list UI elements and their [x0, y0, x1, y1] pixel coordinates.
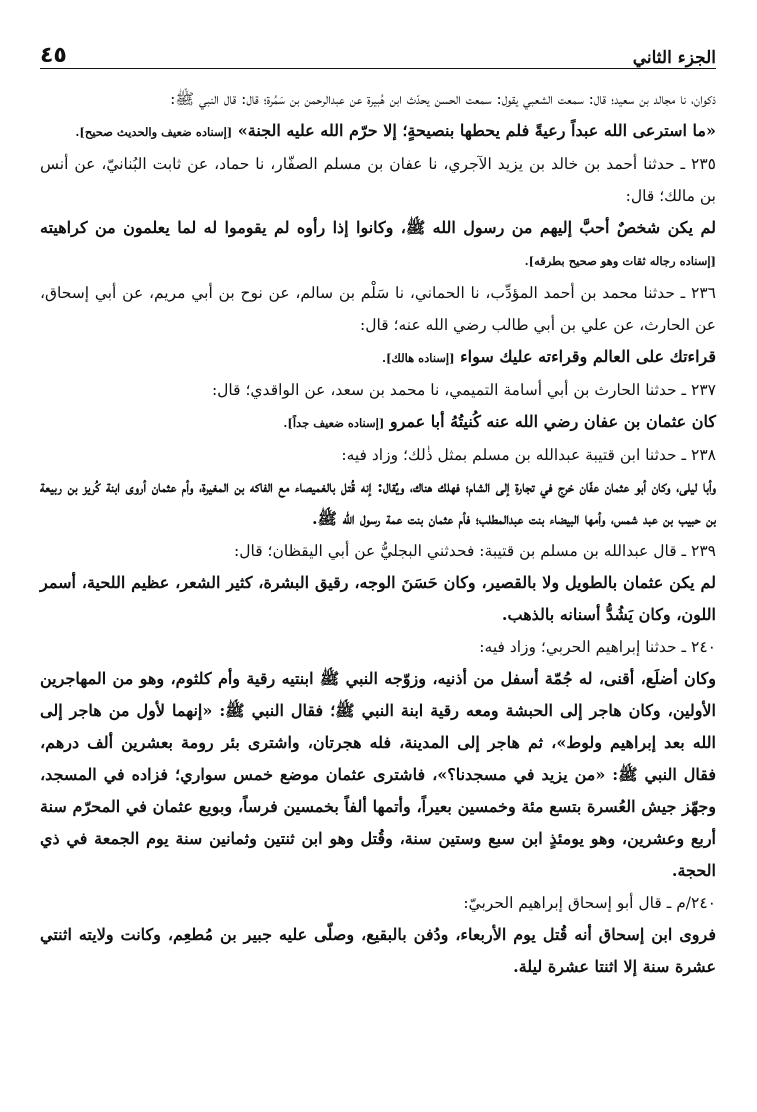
paragraph-text: ٢٤٠ ـ حدثنا إبراهيم الحربي؛ وزاد فيه: — [479, 638, 716, 656]
grading-note: [إسناده ضعيف والحديث صحيح]. — [75, 125, 233, 139]
paragraph-text: ذكوان، نا مجالد بن سعيد؛ قال: سمعت الشعبي يقول: سمعت الحسن يحدّث ابن هُبيرة عن عبدالرحمن بن سَمُرة؛ قال: قال النبي ﷺ: — [170, 90, 716, 108]
hadith-text: لم يكن عثمان بالطويل ولا بالقصير، وكان حَسَنَ الوجه، رقيق البشرة، كثير الشعر، عظيم اللحية، أسمر اللون، وكان يَشُدُّ أسنانه بالذهب. — [40, 573, 716, 624]
paragraph-text: ٢٣٩ ـ قال عبدالله بن مسلم بن قتيبة: فحدثني البجليُّ عن أبي اليقظان؛ قال: — [234, 542, 716, 560]
hadith-text: لم يكن شخصٌ أحبَّ إليهم من رسول الله ﷺ، وكانوا إذا رأوه لم يقوموا له لما يعلمون من كراهيته — [40, 218, 716, 237]
paragraph-9 — [40, 471, 716, 535]
book-page — [40, 28, 716, 983]
paragraph-text: ٢٣٦ ـ حدثنا محمد بن أحمد المؤدِّب، نا الحماني، نا سَلْم بن سالم، عن نوح بن أبي مريم، عن أبي إسحاق، عن الحارث، عن علي بن أبي طالب رضي الله عنه؛ قال: — [40, 284, 716, 334]
hadith-text: وأبا ليلى، وكان أبو عثمان عفّان خرج في تجارة إلى الشام؛ فهلك هناك، ويُقال: إنه قُتل بالغميصاء مع الفاكه بن المغيرة، وأم عثمان أروى ابنة كُريز بن ربيعة بن حبيب بن عبد شمس، وأمها البيضاء بنت عبدالمطلب؛ فأم عثمان بنت عمة رسول الله ﷺ. — [40, 477, 716, 528]
paragraph-14 — [40, 887, 716, 919]
paragraph-7 — [40, 406, 716, 439]
paragraph-0 — [40, 83, 716, 115]
hadith-text: «ما استرعى الله عبداً رعيةً فلم يحطها بنصيحةٍ؛ إلا حرّم الله عليه الجنة» — [237, 121, 716, 140]
paragraph-13 — [40, 663, 716, 887]
hadith-text: فروى ابن إسحاق أنه قُتل يوم الأربعاء، ودُفن بالبقيع، وصلّى عليه جبير بن مُطعِم، وكانت ولايته اثنتي عشرة سنة إلا اثنتا عشرة ليلة. — [40, 925, 716, 976]
paragraph-12 — [40, 631, 716, 663]
page-number: ٤٥ — [40, 43, 67, 68]
paragraph-11 — [40, 567, 716, 631]
grading-note: [إسناده رجاله ثقات وهو صحيح بطرقه]. — [524, 254, 716, 268]
paragraph-2 — [40, 148, 716, 212]
paragraph-8 — [40, 439, 716, 471]
paragraph-3 — [40, 212, 716, 277]
paragraph-10 — [40, 535, 716, 567]
paragraph-1 — [40, 115, 716, 148]
hadith-text: قراءتك على العالم وقراءته عليك سواء — [460, 347, 716, 366]
paragraph-4 — [40, 277, 716, 341]
hadith-text: وكان أضلَع، أقنى، له جُمّة أسفل من أذنيه، وزوّجه النبي ﷺ ابنتيه رقية وأم كلثوم، وهو من المهاجرين الأولين، وكان هاجر إلى الحبشة ومعه رقية ابنة النبي ﷺ؛ فقال النبي ﷺ: «إنهما لأول من هاجر إلى الله بعد إبراهيم ولوط»، ثم هاجر إلى المدينة، فله هجرتان، واشترى بئر رومة بعشرين ألف درهم، فقال النبي ﷺ: «من يزيد في مسجدنا؟»، فاشترى عثمان موضع خمس سواري؛ فزاده في المسجد، وجهّز جيش العُسرة بتسع مئة وخمسين بعيراً، وأتمها ألفاً بخمسين فرساً، وبويع عثمان في المحرّم سنة أربع وعشرين، وهو يومئذٍ ابن سبع وستين سنة، وقُتل وهو ابن ثنتين وثمانين سنة يوم الجمعة في ذي الحجة. — [40, 669, 716, 880]
paragraph-text: ٢٤٠/م ـ قال أبو إسحاق إبراهيم الحربيّ: — [463, 894, 716, 912]
paragraph-5 — [40, 341, 716, 374]
paragraph-15 — [40, 919, 716, 983]
paragraph-text: ٢٣٥ ـ حدثنا أحمد بن خالد بن يزيد الآجري، نا عفان بن مسلم الصفّار، نا حماد، عن ثابت البُنانيّ، عن أنس بن مالك؛ قال: — [40, 155, 716, 205]
grading-note: [إسناده ضعيف جداً]. — [283, 416, 385, 430]
paragraph-text: ٢٣٨ ـ حدثنا ابن قتيبة عبدالله بن مسلم بمثل ذٰلك؛ وزاد فيه: — [341, 446, 716, 464]
paragraph-6 — [40, 374, 716, 406]
paragraph-text: ٢٣٧ ـ حدثنا الحارث بن أبي أسامة التميمي، نا محمد بن سعد، عن الواقدي؛ قال: — [211, 381, 716, 399]
volume-title: الجزء الثاني — [632, 48, 716, 68]
page-header — [40, 28, 716, 69]
hadith-text: كان عثمان بن عفان رضي الله عنه كُنيتُهُ أبا عمرو — [389, 412, 716, 431]
page-body — [40, 83, 716, 983]
grading-note: [إسناده هالك]. — [381, 351, 455, 365]
